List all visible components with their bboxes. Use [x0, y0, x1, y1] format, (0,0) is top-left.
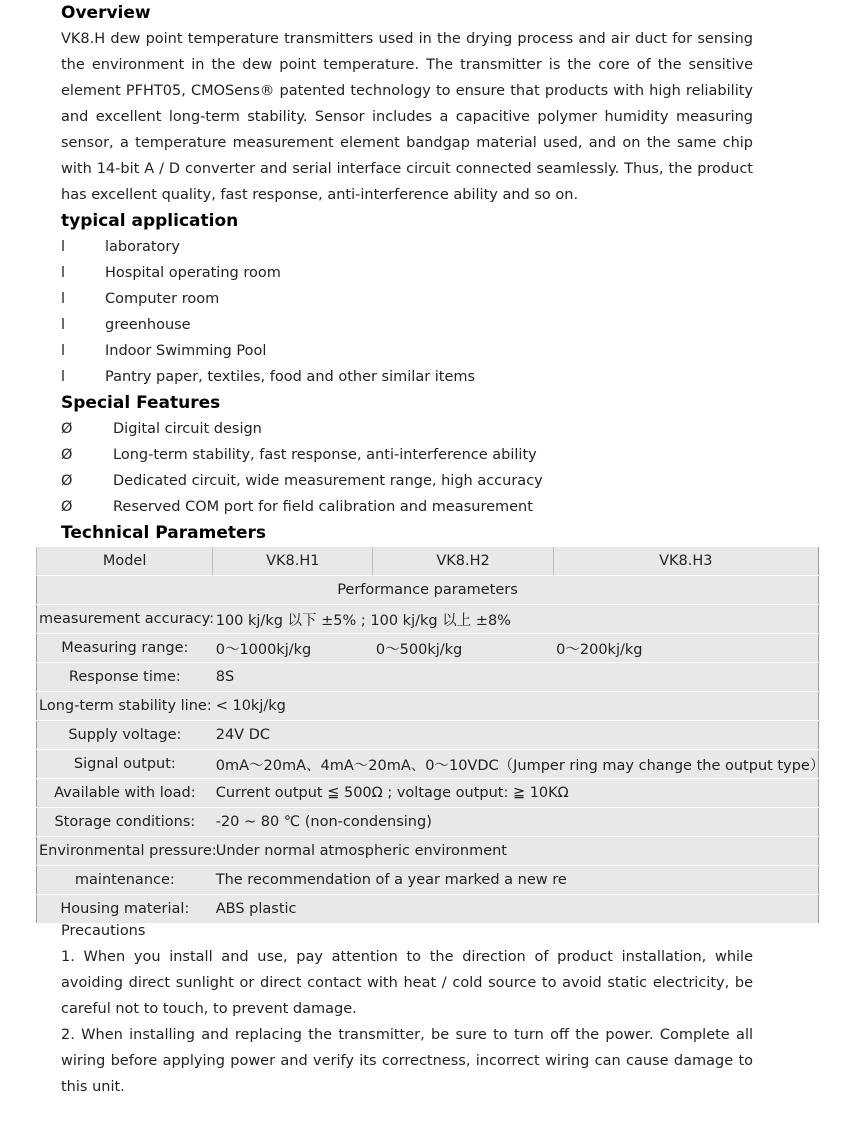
supply-value: 24V DC: [213, 721, 819, 750]
range-h2: 0～500kj/kg: [373, 634, 553, 663]
load-value: Current output ≦ 500Ω ; voltage output: ≧ 10KΩ: [213, 779, 819, 808]
technical-heading: Technical Parameters: [61, 523, 267, 543]
load-label: Available with load:: [37, 779, 213, 808]
precaution-item-1: 1. When you install and use, pay attention to the direction of product installation, while avoiding direct sunlight or direct contact with heat / cold source to avoid static electricity, be careful not to touch, to prevent damage.: [61, 949, 753, 1017]
signal-label: Signal output:: [37, 750, 213, 779]
list-item: l laboratory: [61, 239, 180, 255]
list-item: l Hospital operating room: [61, 265, 281, 281]
range-h3: 0～200kj/kg: [553, 634, 818, 663]
overview-heading: Overview: [61, 3, 151, 23]
table-row: [37, 605, 819, 634]
applications-heading: typical application: [61, 211, 239, 231]
response-value: 8S: [213, 663, 819, 692]
storage-label: Storage conditions:: [37, 808, 213, 837]
pressure-value: Under normal atmospheric environment: [213, 837, 819, 866]
range-label: Measuring range:: [37, 634, 213, 663]
model-h3: VK8.H3: [553, 547, 818, 576]
list-item: Ø Long-term stability, fast response, anti-interference ability: [61, 447, 537, 463]
list-item: Ø Reserved COM port for field calibration and measurement: [61, 499, 533, 515]
table-row: [37, 576, 819, 605]
signal-value: 0mA～20mA、4mA～20mA、0～10VDC（Jumper ring may change the output type）: [213, 750, 819, 779]
table-row: [37, 721, 819, 750]
table-row: [37, 808, 819, 837]
features-heading: Special Features: [61, 393, 221, 413]
pressure-label: Environmental pressure:: [37, 837, 213, 866]
table-row: [37, 866, 819, 895]
parameters-table-wrap: [36, 546, 825, 924]
housing-value: ABS plastic: [213, 895, 819, 924]
table-row: [37, 692, 819, 721]
table-row: [37, 750, 819, 779]
response-label: Response time:: [37, 663, 213, 692]
supply-label: Supply voltage:: [37, 721, 213, 750]
table-row: [37, 837, 819, 866]
performance-label: Performance parameters: [37, 576, 819, 605]
document-body: [61, 0, 753, 546]
table-row: [37, 779, 819, 808]
maintenance-value: The recommendation of a year marked a new re: [213, 866, 819, 895]
overview-text: VK8.H dew point temperature transmitters used in the drying process and air duct for sensing the environment in the dew point temperature. The transmitter is the core of the sensitive element PFHT05, CMOSens® patented technology to ensure that products with high reliability and excellent long-term stability. Sensor includes a capacitive polymer humidity measuring sensor, a temperature measurement element bandgap material used, and on the same chip with 14-bit A / D converter and serial interface circuit connected seamlessly. Thus, the product has excellent quality, fast response, anti-interference ability and so on.: [61, 31, 753, 203]
maintenance-label: maintenance:: [37, 866, 213, 895]
list-item: Ø Digital circuit design: [61, 421, 262, 437]
precautions-section: [61, 918, 753, 1100]
accuracy-label: measurement accuracy:: [37, 605, 213, 634]
list-item: l greenhouse: [61, 317, 191, 333]
table-row: [37, 663, 819, 692]
stability-label: Long-term stability line:: [37, 692, 213, 721]
stability-value: < 10kj/kg: [213, 692, 819, 721]
list-item: Ø Dedicated circuit, wide measurement range, high accuracy: [61, 473, 543, 489]
parameters-table: [36, 546, 825, 924]
table-row: [37, 634, 819, 663]
model-h1: VK8.H1: [213, 547, 373, 576]
table-row: [37, 547, 819, 576]
accuracy-value: 100 kj/kg 以下 ±5% ; 100 kj/kg 以上 ±8%: [213, 605, 819, 634]
list-item: l Pantry paper, textiles, food and other similar items: [61, 369, 476, 385]
list-item: l Computer room: [61, 291, 220, 307]
storage-value: -20 ~ 80 ℃ (non-condensing): [213, 808, 819, 837]
housing-label: Housing material:: [37, 895, 213, 924]
applications-list: [61, 234, 753, 390]
list-item: l Indoor Swimming Pool: [61, 343, 267, 359]
model-label: Model: [37, 547, 213, 576]
precaution-item-2: 2. When installing and replacing the transmitter, be sure to turn off the power. Complete all wiring before applying power and verify its correctness, incorrect wiring can cause damage to this unit.: [61, 1027, 753, 1095]
features-list: [61, 416, 753, 520]
model-h2: VK8.H2: [373, 547, 553, 576]
range-h1: 0～1000kj/kg: [213, 634, 373, 663]
precautions-heading: Precautions: [61, 923, 146, 939]
